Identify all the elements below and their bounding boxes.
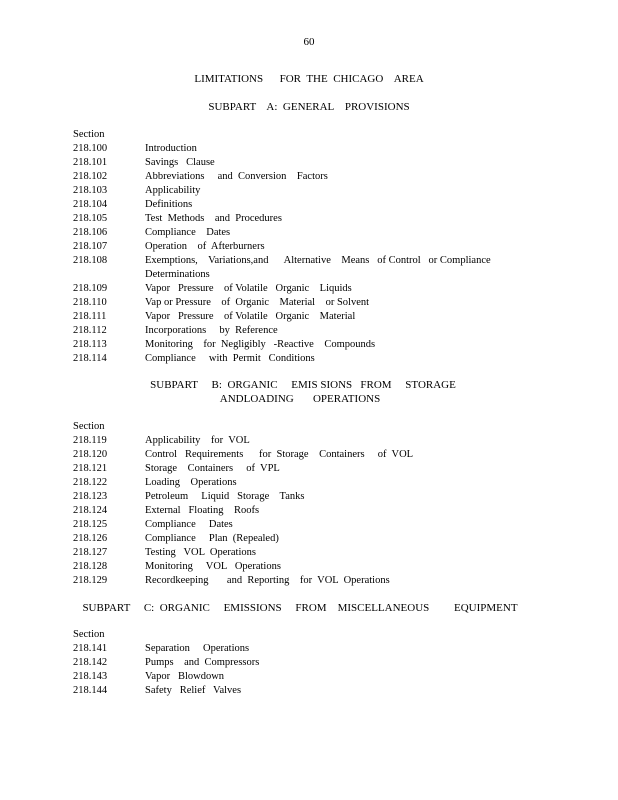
section-number: 218.111 (73, 311, 107, 322)
section-title: Petroleum Liquid Storage Tanks (145, 491, 305, 502)
section-number: 218.113 (73, 339, 107, 350)
list-item (73, 684, 593, 698)
list-item (73, 282, 593, 296)
section-title: Introduction (145, 143, 197, 154)
section-title: Vapor Pressure of Volatile Organic Material (145, 311, 356, 322)
section-number: 218.119 (73, 435, 107, 446)
section-title: Applicability for VOL (145, 435, 250, 446)
section-number: 218.127 (73, 547, 108, 558)
section-number: 218.114 (73, 353, 107, 364)
section-number: 218.124 (73, 505, 108, 516)
subpart-a-heading: SUBPART A: GENERAL PROVISIONS (208, 101, 410, 113)
list-item (73, 448, 593, 462)
list-item (73, 518, 593, 532)
section-number: 218.123 (73, 491, 108, 502)
section-title: Monitoring VOL Operations (145, 561, 281, 572)
subpart-b-heading-line1: SUBPART B: ORGANIC EMIS SIONS FROM STORAGE (150, 379, 456, 391)
list-item (73, 560, 593, 574)
section-number: 218.122 (73, 477, 108, 488)
subpart-c-section-list (73, 628, 593, 698)
list-item (73, 656, 593, 670)
page-number: 60 (303, 36, 315, 48)
list-item (73, 170, 593, 184)
section-title: External Floating Roofs (145, 505, 260, 516)
list-item (73, 324, 593, 338)
section-number: 218.128 (73, 561, 108, 572)
section-title: Test Methods and Procedures (145, 213, 282, 224)
section-title: Recordkeeping and Reporting for VOL Operations (145, 575, 390, 586)
list-item (73, 532, 593, 546)
list-item (73, 462, 593, 476)
list-item (73, 670, 593, 684)
list-item (73, 184, 593, 198)
list-item (73, 476, 593, 490)
section-title: Compliance with Permit Conditions (145, 353, 315, 364)
section-number: 218.105 (73, 213, 108, 224)
section-number: 218.106 (73, 227, 108, 238)
list-item (73, 352, 593, 366)
subpart-c-heading: SUBPART C: ORGANIC EMISSIONS FROM MISCELLANEOUS EQUIPMENT (82, 602, 518, 614)
list-item (73, 490, 593, 504)
subpart-b-heading-line2: ANDLOADING OPERATIONS (219, 393, 381, 405)
section-title: Incorporations by Reference (145, 325, 278, 336)
section-number: 218.143 (73, 671, 108, 682)
section-title: Compliance Dates (145, 519, 233, 530)
section-number: 218.102 (73, 171, 108, 182)
section-title: Definitions (145, 199, 193, 210)
section-number: 218.142 (73, 657, 108, 668)
section-title: Control Requirements for Storage Containers of VOL (145, 449, 414, 460)
section-title: Safety Relief Valves (145, 685, 242, 696)
section-title: Separation Operations (145, 643, 250, 654)
section-number: 218.144 (73, 685, 108, 696)
list-item (73, 434, 593, 448)
section-number: 218.120 (73, 449, 108, 460)
section-number: 218.141 (73, 643, 108, 654)
section-number: 218.110 (73, 297, 107, 308)
section-title: Vap or Pressure of Organic Material or Solvent (145, 297, 370, 308)
list-item (73, 198, 593, 212)
section-title: Applicability (145, 185, 201, 196)
part-title: LIMITATIONS FOR THE CHICAGO AREA (194, 73, 424, 85)
section-title: Storage Containers of VPL (145, 463, 280, 474)
section-label: Section (73, 129, 105, 140)
section-number: 218.108 (73, 255, 108, 266)
section-number: 218.109 (73, 283, 108, 294)
section-title: Compliance Plan (Repealed) (145, 533, 279, 544)
section-title: Operation of Afterburners (145, 241, 265, 252)
section-title: Monitoring for Negligibly -Reactive Compounds (145, 339, 376, 350)
list-item (73, 338, 593, 352)
list-item (73, 642, 593, 656)
list-item (73, 212, 593, 226)
section-number: 218.125 (73, 519, 108, 530)
section-title: Pumps and Compressors (145, 657, 260, 668)
section-number: 218.101 (73, 157, 108, 168)
section-title: Testing VOL Operations (145, 547, 256, 558)
subpart-b-section-list (73, 420, 593, 588)
list-item (73, 310, 593, 324)
list-item (73, 296, 593, 310)
section-number: 218.100 (73, 143, 108, 154)
section-title: Vapor Pressure of Volatile Organic Liquids (145, 283, 352, 294)
section-number: 218.126 (73, 533, 108, 544)
list-item (73, 574, 593, 588)
section-label: Section (73, 421, 105, 432)
section-label: Section (73, 629, 105, 640)
section-title: Compliance Dates (145, 227, 231, 238)
section-number: 218.103 (73, 185, 108, 196)
list-item (73, 226, 593, 240)
section-number: 218.104 (73, 199, 108, 210)
section-number: 218.121 (73, 463, 108, 474)
section-number: 218.129 (73, 575, 108, 586)
subpart-a-section-list (73, 128, 593, 366)
list-item (73, 546, 593, 560)
list-item (73, 254, 593, 282)
list-item (73, 504, 593, 518)
section-number: 218.112 (73, 325, 107, 336)
section-number: 218.107 (73, 241, 108, 252)
list-item (73, 240, 593, 254)
section-title: Exemptions, Variations,and Alternative Means of Control or Compliance Determinations (145, 255, 494, 280)
list-item (73, 156, 593, 170)
section-title: Savings Clause (145, 157, 215, 168)
section-title: Abbreviations and Conversion Factors (145, 171, 328, 182)
section-title: Vapor Blowdown (145, 671, 225, 682)
list-item (73, 142, 593, 156)
section-title: Loading Operations (145, 477, 237, 488)
